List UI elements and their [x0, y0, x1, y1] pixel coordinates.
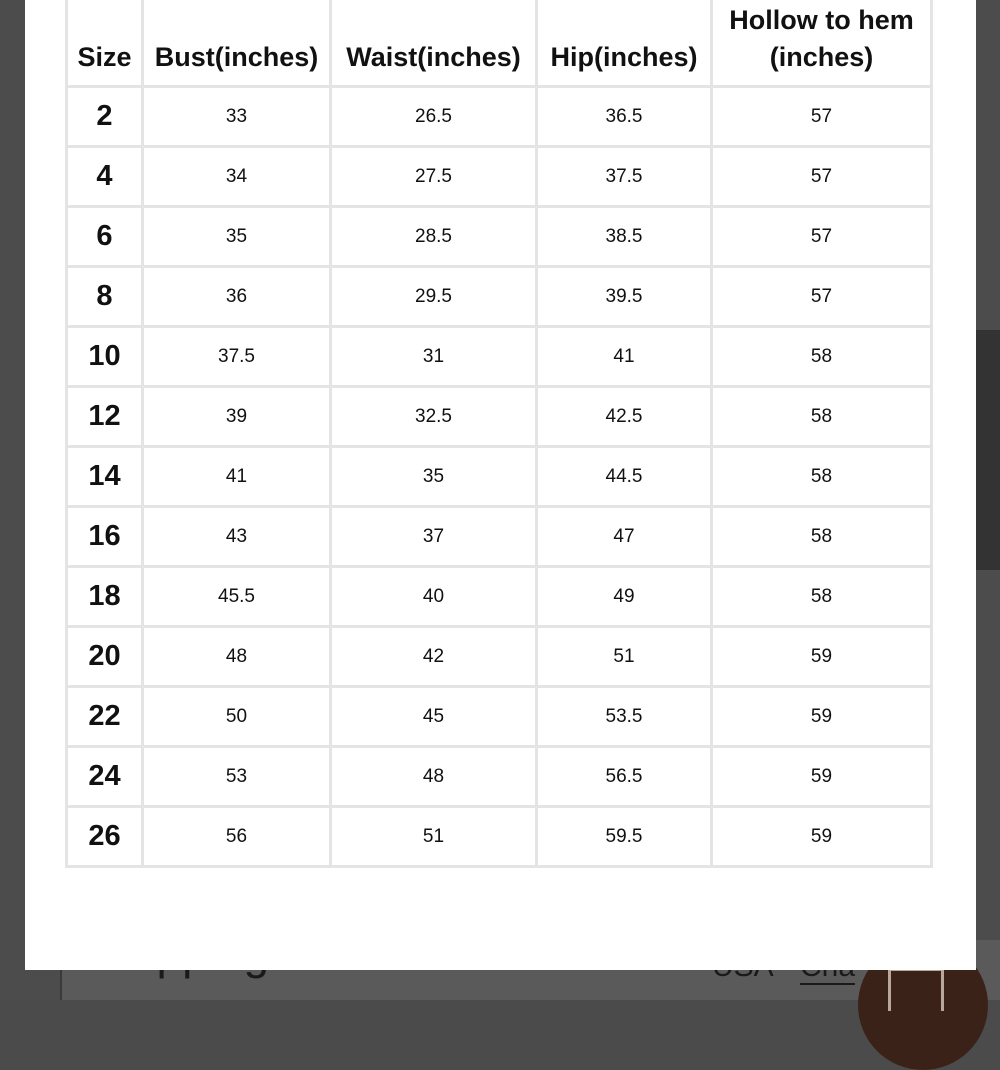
size-cell: 10 [67, 327, 143, 387]
size-cell: 4 [67, 147, 143, 207]
header-size: Size [67, 0, 143, 87]
size-cell: 26 [67, 807, 143, 867]
hip-cell: 37.5 [537, 147, 712, 207]
size-cell: 20 [67, 627, 143, 687]
hollow-to-hem-cell: 59 [712, 747, 932, 807]
header-waist: Waist(inches) [331, 0, 537, 87]
waist-cell: 28.5 [331, 207, 537, 267]
waist-cell: 35 [331, 447, 537, 507]
size-cell: 18 [67, 567, 143, 627]
waist-cell: 40 [331, 567, 537, 627]
size-cell: 24 [67, 747, 143, 807]
size-chart-body [67, 87, 932, 867]
table-row [67, 807, 932, 867]
table-row [67, 687, 932, 747]
hollow-to-hem-cell: 58 [712, 327, 932, 387]
bust-cell: 37.5 [143, 327, 331, 387]
table-row [67, 747, 932, 807]
waist-cell: 48 [331, 747, 537, 807]
table-row [67, 627, 932, 687]
size-chart-modal [25, 0, 976, 970]
waist-cell: 29.5 [331, 267, 537, 327]
waist-cell: 26.5 [331, 87, 537, 147]
waist-cell: 45 [331, 687, 537, 747]
waist-cell: 27.5 [331, 147, 537, 207]
table-row [67, 507, 932, 567]
hip-cell: 49 [537, 567, 712, 627]
bust-cell: 33 [143, 87, 331, 147]
bust-cell: 34 [143, 147, 331, 207]
waist-cell: 42 [331, 627, 537, 687]
hollow-to-hem-cell: 57 [712, 87, 932, 147]
table-row [67, 87, 932, 147]
table-row [67, 567, 932, 627]
table-row [67, 327, 932, 387]
table-row [67, 147, 932, 207]
size-cell: 2 [67, 87, 143, 147]
hollow-to-hem-cell: 58 [712, 387, 932, 447]
bust-cell: 35 [143, 207, 331, 267]
hip-cell: 44.5 [537, 447, 712, 507]
hollow-to-hem-cell: 59 [712, 627, 932, 687]
bust-cell: 39 [143, 387, 331, 447]
size-cell: 16 [67, 507, 143, 567]
size-cell: 12 [67, 387, 143, 447]
hip-cell: 36.5 [537, 87, 712, 147]
hollow-to-hem-cell: 59 [712, 807, 932, 867]
bust-cell: 56 [143, 807, 331, 867]
hollow-to-hem-cell: 58 [712, 447, 932, 507]
hip-cell: 42.5 [537, 387, 712, 447]
hip-cell: 56.5 [537, 747, 712, 807]
size-cell: 22 [67, 687, 143, 747]
hip-cell: 41 [537, 327, 712, 387]
hollow-to-hem-cell: 57 [712, 267, 932, 327]
table-row [67, 387, 932, 447]
hip-cell: 47 [537, 507, 712, 567]
bust-cell: 41 [143, 447, 331, 507]
hollow-to-hem-cell: 58 [712, 567, 932, 627]
hip-cell: 53.5 [537, 687, 712, 747]
table-row [67, 207, 932, 267]
table-row [67, 267, 932, 327]
size-cell: 6 [67, 207, 143, 267]
bust-cell: 50 [143, 687, 331, 747]
header-hollow-to-hem: Hollow to hem (inches) [712, 0, 932, 87]
hollow-to-hem-cell: 57 [712, 207, 932, 267]
table-row [67, 447, 932, 507]
bust-cell: 48 [143, 627, 331, 687]
underlying-page-edge [976, 330, 1000, 570]
hollow-to-hem-cell: 58 [712, 507, 932, 567]
waist-cell: 37 [331, 507, 537, 567]
bust-cell: 45.5 [143, 567, 331, 627]
bust-cell: 53 [143, 747, 331, 807]
hip-cell: 39.5 [537, 267, 712, 327]
waist-cell: 31 [331, 327, 537, 387]
size-chart-table [65, 0, 933, 868]
waist-cell: 51 [331, 807, 537, 867]
size-cell: 14 [67, 447, 143, 507]
header-bust: Bust(inches) [143, 0, 331, 87]
size-chart-header-row [67, 0, 932, 87]
waist-cell: 32.5 [331, 387, 537, 447]
hollow-to-hem-cell: 57 [712, 147, 932, 207]
header-hip: Hip(inches) [537, 0, 712, 87]
bust-cell: 36 [143, 267, 331, 327]
bust-cell: 43 [143, 507, 331, 567]
hip-cell: 59.5 [537, 807, 712, 867]
hip-cell: 38.5 [537, 207, 712, 267]
cart-icon [888, 968, 944, 1011]
hip-cell: 51 [537, 627, 712, 687]
hollow-to-hem-cell: 59 [712, 687, 932, 747]
size-cell: 8 [67, 267, 143, 327]
